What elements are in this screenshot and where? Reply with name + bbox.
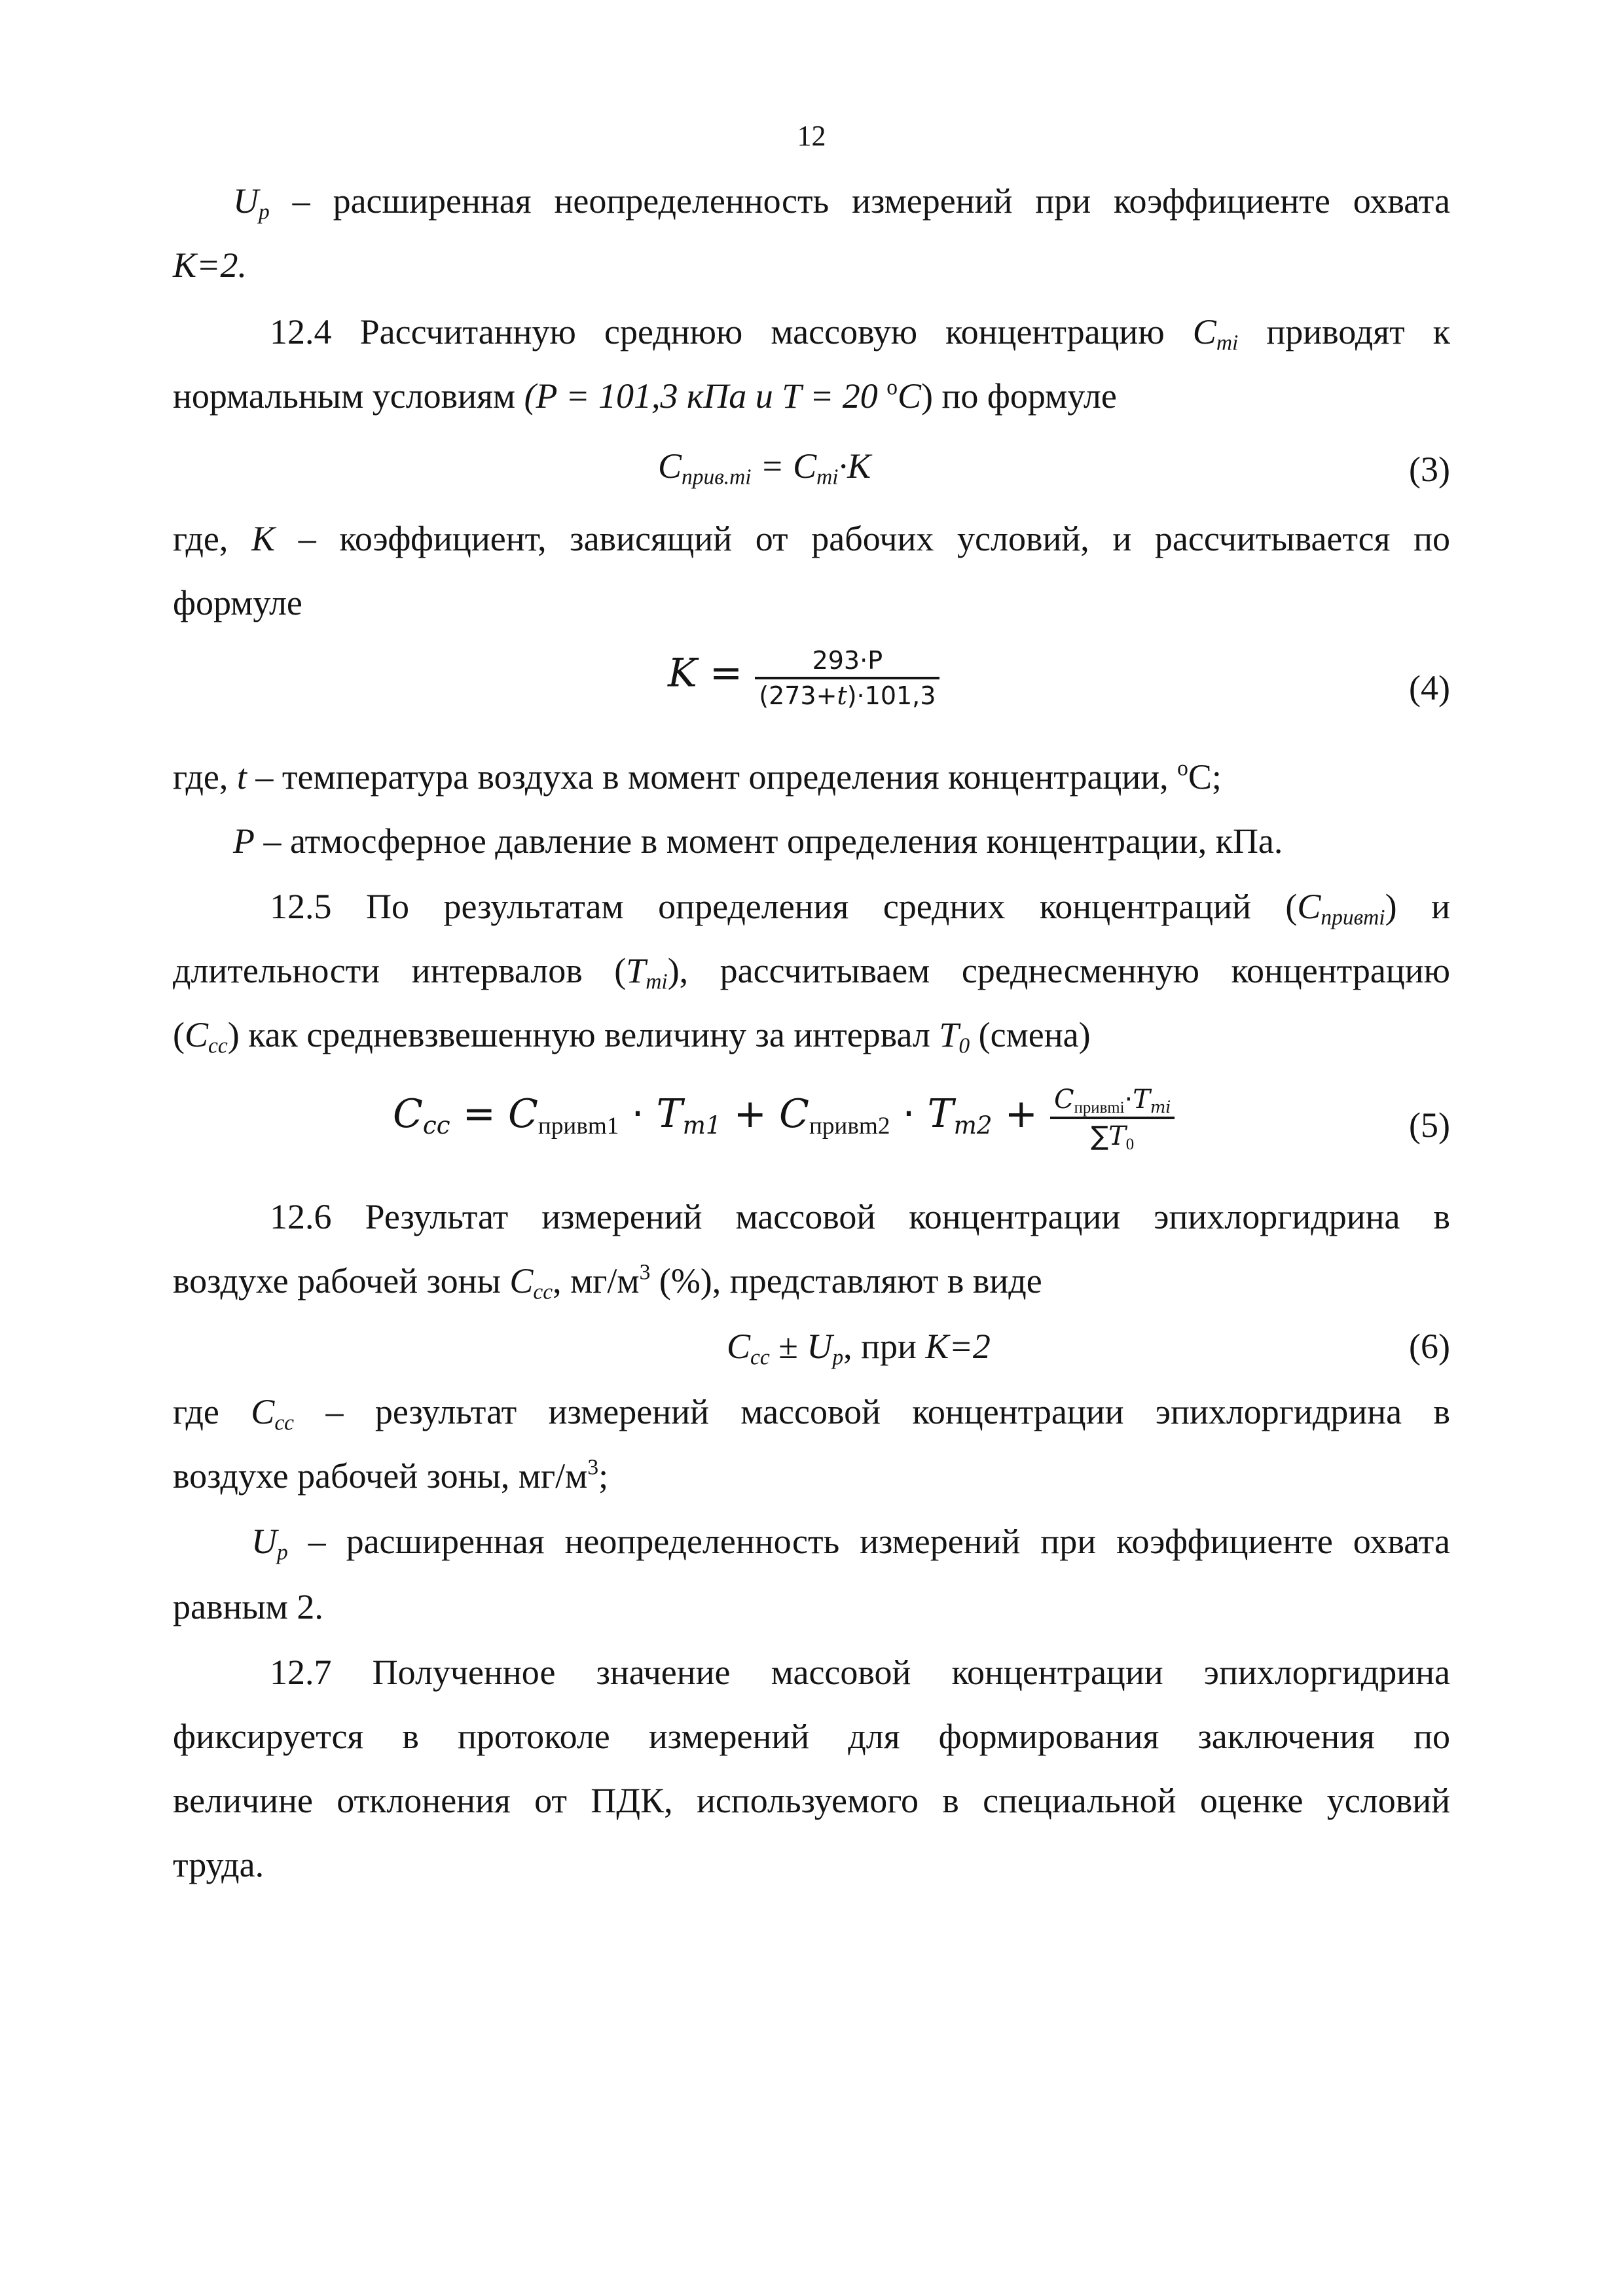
section-12-5-line-3: $(C_{сс})$ как средневзвешенную величину за интервал $T_0$ (смена) [173,1015,1091,1058]
ccc-definition-line-2: воздухе рабочей зоны, $мг/м^3$; [173,1455,609,1496]
equation-5-fraction: $\frac{C_{привmi}\cdot T_{mi}}{\sum T_0}$ [1050,1086,1175,1149]
equation-3-number: (3) [1409,450,1450,489]
section-12-6-line-2: воздухе рабочей зоны $C_{cc}$, $мг/м^3$ (%), представляют в виде [173,1260,1042,1304]
equation-6-number: (6) [1409,1327,1450,1366]
k-definition-line-1: где, K – коэффициент, зависящий от рабочих условий, и рассчитывается по [173,519,1450,558]
section-12-4-line-2: нормальным условиям (P = 101,3 кПа и T = 20 $^o$C) по формуле [173,375,1117,416]
k-definition-line-2: формуле [173,583,302,622]
section-12-5-line-1: 12.5 По результатам определения средних концентраций $(C_{привmi})$ и [270,887,1450,930]
equation-4-fraction: $\frac{293\cdot P}{(273+t)\cdot 101,3}$ [755,648,939,708]
section-12-4-line-1: 12.4 Рассчитанную среднюю массовую концентрацию $C_{mi}$ приводят к [270,312,1450,355]
p-definition-line: P – атмосферное давление в момент определения концентрации, кПа. [233,821,1283,861]
up-definition-line-1: $U_p$ – расширенная неопределенность измерений при коэффициенте охвата [233,181,1450,224]
section-12-7-line-3: величине отклонения от ПДК, используемого в специальной оценке условий [173,1781,1450,1820]
section-12-6-line-1: 12.6 Результат измерений массовой концентрации эпихлоргидрина в [270,1197,1450,1236]
equation-5: $C_{cc} = C_{привm1} \cdot T_{m1} + C_{привm2} \cdot T_{m2}$ + $\frac{C_{привmi}\cdot T_{mi}}{\sum T_0}$ [393,1086,1309,1149]
section-12-7-line-4: труда. [173,1845,264,1884]
equation-6: $C_{cc} \pm U_p$, при K=2 [727,1327,991,1370]
section-12-5-line-2: длительности интервалов $(T_{mi})$, рассчитываем среднесменную концентрацию [173,951,1451,994]
equation-5-number: (5) [1409,1105,1450,1145]
up-definition-2-line-2: равным 2. [173,1587,323,1626]
equation-4: K = $\frac{293\cdot P}{(273+t)\cdot 101,3}$ [668,648,995,708]
section-12-7-line-1: 12.7 Полученное значение массовой концентрации эпихлоргидрина [270,1653,1450,1692]
up-definition-2-line-1: $U_p$ – расширенная неопределенность измерений при коэффициенте охвата [251,1522,1450,1565]
page-number: 12 [797,120,826,152]
equation-4-number: (4) [1409,668,1450,708]
t-definition-line: где, t – температура воздуха в момент определения концентрации, $^o$С; [173,756,1222,797]
up-definition-line-2: K=2. [173,245,247,285]
ccc-definition-line-1: где $C_{cc}$ – результат измерений массовой концентрации эпихлоргидрина в [173,1392,1450,1435]
equation-3: $C_{прив.mi} = C_{mi}\cdot K$ [658,446,871,490]
section-12-7-line-2: фиксируется в протоколе измерений для формирования заключения по [173,1717,1450,1756]
